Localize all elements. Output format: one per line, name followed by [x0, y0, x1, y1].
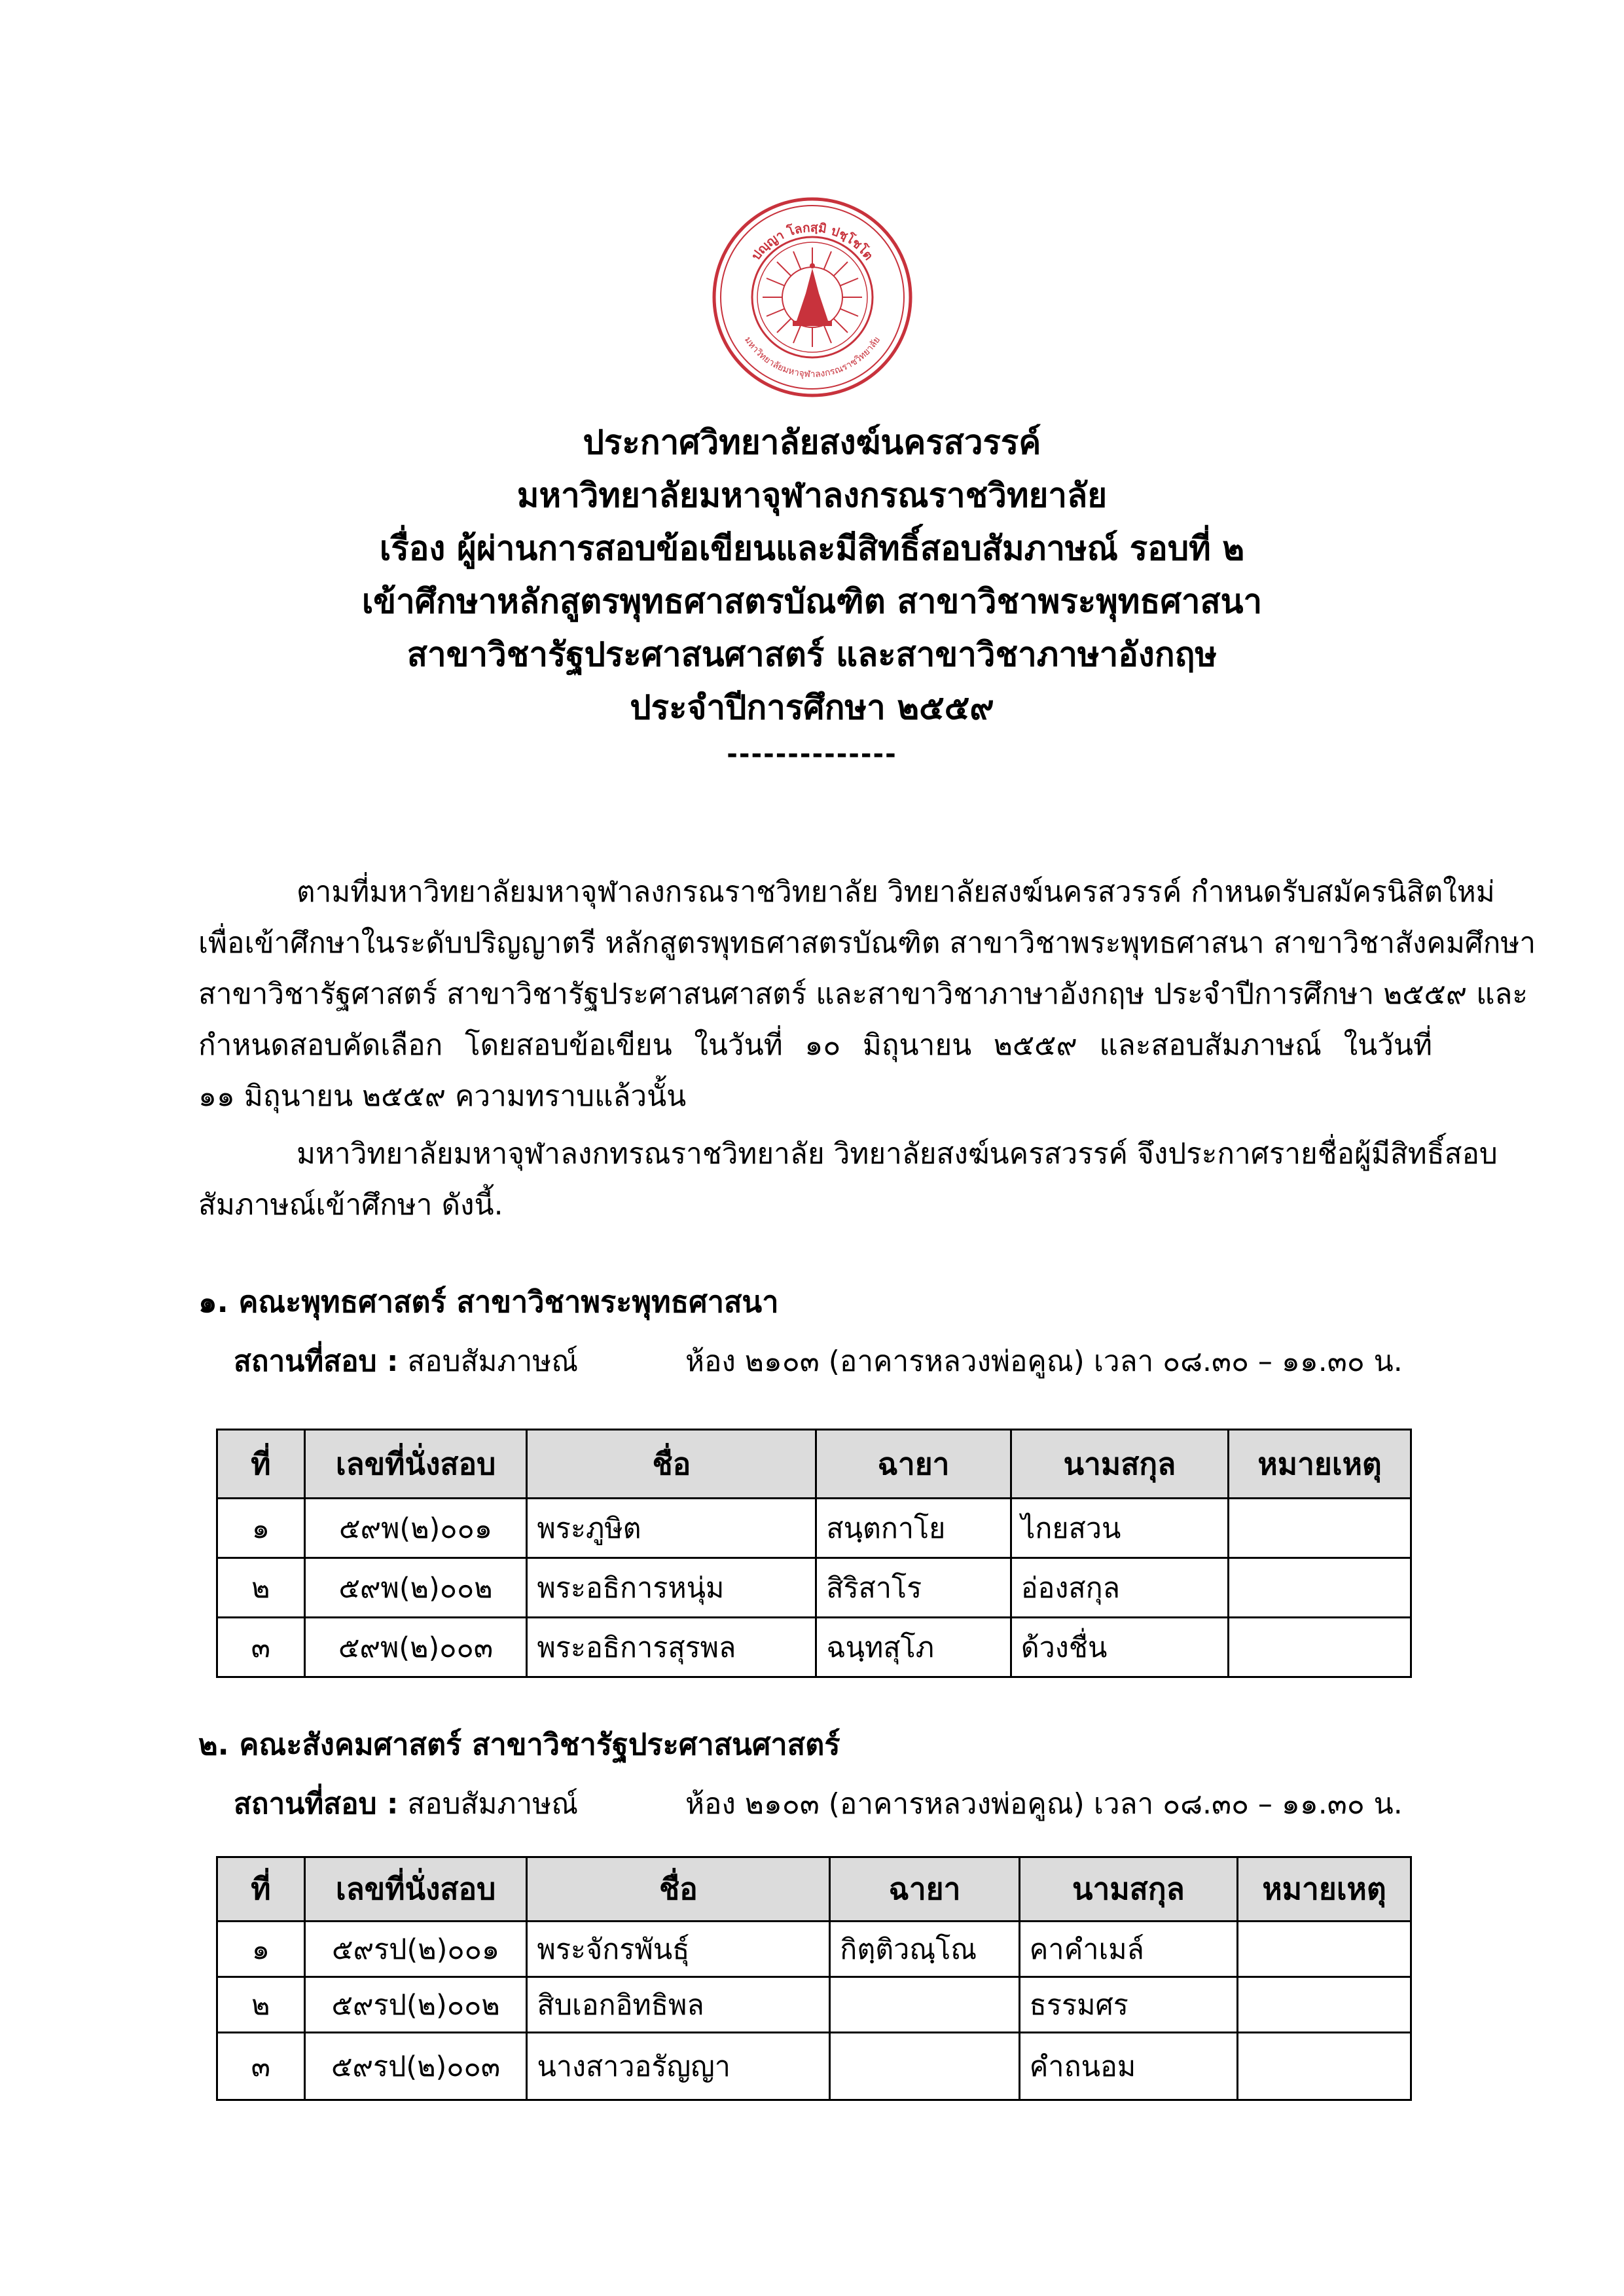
column-header: ชื่อ: [527, 1430, 816, 1499]
column-header: ชื่อ: [527, 1857, 830, 1922]
paragraph-line: สัมภาษณ์เข้าศึกษา ดังนี้.: [198, 1188, 503, 1222]
section-heading: ๑. คณะพุทธศาสตร์ สาขาวิชาพระพุทธศาสนา: [198, 1285, 779, 1319]
column-header: เลขที่นั่งสอบ: [304, 1857, 527, 1922]
row-number: ๑: [217, 1922, 305, 1977]
surname: อ่องสกุล: [1011, 1558, 1228, 1618]
monastic-name: สิริสาโร: [816, 1558, 1011, 1618]
row-number: ๑: [217, 1499, 305, 1558]
monastic-name: ฉนฺทสุโภ: [816, 1618, 1011, 1677]
title-line: เรื่อง ผู้ผ่านการสอบข้อเขียนและมีสิทธิ์สอบสัมภาษณ์ รอบที่ ๒: [379, 530, 1245, 568]
monastic-name: กิตฺติวณฺโณ: [830, 1922, 1019, 1977]
seal-motto: ปญฺญา โลกสฺมิ ปชฺโชโต: [748, 220, 876, 263]
paragraph-line: ๑๑ มิถุนายน ๒๕๕๙ ความทราบแล้วนั้น: [198, 1080, 687, 1113]
remarks: [1229, 1499, 1411, 1558]
venue-label: สถานที่สอบ :: [234, 1345, 399, 1378]
paragraph-line: เพื่อเข้าศึกษาในระดับปริญญาตรี หลักสูตรพุทธศาสตรบัณฑิต สาขาวิชาพระพุทธศาสนา สาขาวิชาสังคมศึกษา: [198, 926, 1536, 960]
column-header: เลขที่นั่งสอบ: [304, 1430, 527, 1499]
remarks: [1238, 1922, 1411, 1977]
university-seal: [710, 195, 914, 399]
row-number: ๓: [217, 1618, 305, 1677]
first-name: พระจักรพันธุ์: [527, 1922, 830, 1977]
paragraph-line: สาขาวิชารัฐศาสตร์ สาขาวิชารัฐประศาสนศาสตร์ และสาขาวิชาภาษาอังกฤษ ประจำปีการศึกษา ๒๕๕๙ และ: [198, 977, 1528, 1011]
seat-number: ๕๙รป(๒)๐๐๒: [304, 1977, 527, 2033]
seal-ring-text: มหาวิทยาลัยมหาจุฬาลงกรณราชวิทยาลัย: [742, 335, 883, 380]
title-line: เข้าศึกษาหลักสูตรพุทธศาสตรบัณฑิต สาขาวิชาพระพุทธศาสนา: [361, 583, 1263, 621]
seat-number: ๕๙รป(๒)๐๐๓: [304, 2033, 527, 2100]
remarks: [1238, 1977, 1411, 2033]
venue-label: สถานที่สอบ :: [234, 1787, 399, 1821]
table-row: [217, 1558, 1411, 1618]
venue-type: สอบสัมภาษณ์: [407, 1345, 579, 1378]
monastic-name: สนฺตกาโย: [816, 1499, 1011, 1558]
first-name: พระอธิการหนุ่ม: [527, 1558, 816, 1618]
table-header-row: [217, 1430, 1411, 1499]
surname: ด้วงชื่น: [1011, 1618, 1228, 1677]
column-header: นามสกุล: [1019, 1857, 1237, 1922]
title-line: ประจำปีการศึกษา ๒๕๕๙: [630, 689, 994, 727]
candidate-table: [216, 1429, 1412, 1678]
table-row: [217, 1499, 1411, 1558]
row-number: ๓: [217, 2033, 305, 2100]
monastic-name: [830, 1977, 1019, 2033]
table-row: [217, 1977, 1411, 2033]
row-number: ๒: [217, 1977, 305, 2033]
table-row: [217, 2033, 1411, 2100]
remarks: [1238, 2033, 1411, 2100]
column-header: หมายเหตุ: [1238, 1857, 1411, 1922]
column-header: ที่: [217, 1430, 305, 1499]
seat-number: ๕๙พ(๒)๐๐๒: [304, 1558, 527, 1618]
paragraph-line: มหาวิทยาลัยมหาจุฬาลงกทรณราชวิทยาลัย วิทยาลัยสงฆ์นครสวรรค์ จึงประกาศรายชื่อผู้มีสิทธิ์สอบ: [297, 1137, 1498, 1171]
announcement-title: [0, 416, 1624, 774]
exam-venue: [234, 1781, 1403, 1827]
intro-paragraph: [198, 867, 1536, 1122]
venue-type: สอบสัมภาษณ์: [407, 1787, 579, 1821]
remarks: [1229, 1618, 1411, 1677]
column-header: นามสกุล: [1011, 1430, 1228, 1499]
first-name: นางสาวอรัญญา: [527, 2033, 830, 2100]
column-header: หมายเหตุ: [1229, 1430, 1411, 1499]
exam-venue: [234, 1338, 1403, 1384]
table-row: [217, 1922, 1411, 1977]
table-header-row: [217, 1857, 1411, 1922]
title-line: มหาวิทยาลัยมหาจุฬาลงกรณราชวิทยาลัย: [516, 477, 1108, 515]
column-header: ที่: [217, 1857, 305, 1922]
surname: คาคำเมล์: [1019, 1922, 1237, 1977]
paragraph-line: ตามที่มหาวิทยาลัยมหาจุฬาลงกรณราชวิทยาลัย วิทยาลัยสงฆ์นครสวรรค์ กำหนดรับสมัครนิสิตใหม่: [297, 875, 1495, 909]
monastic-name: [830, 2033, 1019, 2100]
remarks: [1229, 1558, 1411, 1618]
seat-number: ๕๙รป(๒)๐๐๑: [304, 1922, 527, 1977]
first-name: พระอธิการสุรพล: [527, 1618, 816, 1677]
first-name: สิบเอกอิทธิพล: [527, 1977, 830, 2033]
venue-detail: ห้อง ๒๑๐๓ (อาคารหลวงพ่อคูณ) เวลา ๐๘.๓๐ – ๑๑.๓๐ น.: [685, 1787, 1403, 1821]
candidate-table: [216, 1856, 1412, 2101]
first-name: พระภูษิต: [527, 1499, 816, 1558]
announcement-paragraph: [198, 1129, 1498, 1231]
title-line: ประกาศวิทยาลัยสงฆ์นครสวรรค์: [583, 424, 1041, 462]
surname: ธรรมศร: [1019, 1977, 1237, 2033]
surname: ไกยสวน: [1011, 1499, 1228, 1558]
row-number: ๒: [217, 1558, 305, 1618]
column-header: ฉายา: [816, 1430, 1011, 1499]
table-row: [217, 1618, 1411, 1677]
title-line: สาขาวิชารัฐประศาสนศาสตร์ และสาขาวิชาภาษาอังกฤษ: [406, 636, 1218, 674]
title-divider: --------------: [727, 739, 897, 769]
surname: คำถนอม: [1019, 2033, 1237, 2100]
paragraph-line: กำหนดสอบคัดเลือก โดยสอบข้อเขียน ในวันที่ ๑๐ มิถุนายน ๒๕๕๙ และสอบสัมภาษณ์ ในวันที่: [198, 1029, 1432, 1062]
section-heading: ๒. คณะสังคมศาสตร์ สาขาวิชารัฐประศาสนศาสตร์: [198, 1727, 840, 1762]
seat-number: ๕๙พ(๒)๐๐๓: [304, 1618, 527, 1677]
seat-number: ๕๙พ(๒)๐๐๑: [304, 1499, 527, 1558]
venue-detail: ห้อง ๒๑๐๓ (อาคารหลวงพ่อคูณ) เวลา ๐๘.๓๐ – ๑๑.๓๐ น.: [685, 1345, 1403, 1378]
column-header: ฉายา: [830, 1857, 1019, 1922]
